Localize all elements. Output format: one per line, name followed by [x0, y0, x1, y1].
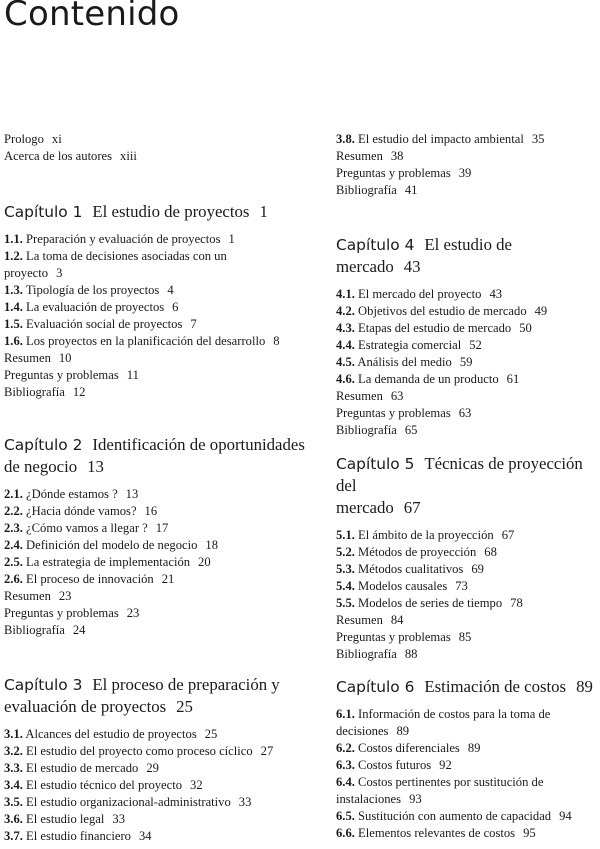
section-number: 6.5. — [336, 809, 355, 823]
chapter-label: Capítulo 2 — [4, 436, 83, 454]
section-number: 2.1. — [4, 487, 23, 501]
toc-entry[interactable] — [4, 231, 310, 248]
toc-entry[interactable] — [336, 629, 598, 646]
section-title: El ámbito de la proyección — [358, 528, 494, 542]
section-page: 24 — [72, 623, 86, 637]
toc-entry[interactable] — [336, 561, 598, 578]
section-number: 1.4. — [4, 300, 23, 314]
chapter-label: Capítulo 1 — [4, 203, 83, 221]
section-title: Resumen — [336, 389, 383, 403]
section-number: 6.6. — [336, 826, 355, 840]
section-title: instalaciones — [336, 792, 402, 806]
section-page: xi — [51, 132, 62, 146]
toc-entry[interactable] — [336, 612, 598, 629]
section-number: 1.5. — [4, 317, 23, 331]
toc-entry[interactable] — [4, 605, 310, 622]
toc-entry[interactable] — [336, 422, 598, 439]
section-title: Bibliografía — [336, 647, 397, 661]
chapter-title: Identificación de oportunidades — [92, 435, 305, 454]
section-page: 65 — [404, 423, 418, 437]
toc-entry[interactable] — [4, 265, 310, 282]
section-page: 20 — [198, 555, 211, 569]
section-page: 38 — [390, 149, 404, 163]
toc-entry[interactable] — [4, 743, 310, 760]
chapter-heading[interactable] — [4, 434, 310, 478]
section-title: La toma de decisiones asociadas con un — [26, 249, 227, 263]
toc-entry[interactable] — [4, 148, 310, 165]
section-page: 52 — [469, 338, 482, 352]
section-title: Prologo — [4, 132, 44, 146]
section-page: 4 — [167, 283, 174, 297]
section-page: 85 — [458, 630, 472, 644]
section-page: 61 — [506, 372, 520, 386]
section-title: El estudio del impacto ambiental — [358, 132, 524, 146]
section-page: 3 — [56, 266, 63, 280]
section-page: 21 — [161, 572, 175, 586]
toc-entry[interactable] — [336, 303, 598, 320]
section-page: 1 — [228, 232, 235, 246]
section-number: 2.4. — [4, 538, 23, 552]
section-number: 6.3. — [336, 758, 355, 772]
section-page: 7 — [190, 317, 197, 331]
section-title: ¿Hacia dónde vamos? — [26, 504, 137, 518]
section-title: Modelos de series de tiempo — [358, 596, 503, 610]
chapter-6 — [336, 676, 598, 842]
toc-entry[interactable] — [4, 828, 310, 845]
chapter-title: El proceso de preparación y — [92, 675, 280, 694]
toc-entry[interactable] — [336, 527, 598, 544]
chapter-title: Estimación de costos — [424, 677, 567, 696]
toc-entry[interactable] — [4, 299, 310, 316]
section-page: 25 — [204, 727, 218, 741]
section-page: 6 — [172, 300, 179, 314]
section-number: 2.6. — [4, 572, 23, 586]
section-list — [336, 131, 598, 199]
chapter-page: 25 — [176, 697, 193, 716]
section-page: 18 — [205, 538, 219, 552]
section-title: Preguntas y problemas — [336, 406, 451, 420]
section-number: 4.4. — [336, 338, 355, 352]
section-page: 39 — [458, 166, 472, 180]
toc-entry[interactable] — [4, 726, 310, 743]
section-title: Información de costos para la toma de — [358, 707, 551, 721]
toc-entry[interactable] — [4, 503, 310, 520]
chapter-5 — [336, 453, 598, 663]
section-title: La estrategia de implementación — [26, 555, 191, 569]
section-title: Resumen — [336, 149, 383, 163]
section-page: 35 — [531, 132, 545, 146]
section-number: 5.4. — [336, 579, 355, 593]
toc-entry[interactable] — [336, 544, 598, 561]
section-page: 27 — [260, 744, 274, 758]
section-title: ¿Cómo vamos a llegar ? — [26, 521, 148, 535]
section-list — [4, 726, 310, 845]
chapter-title: El estudio de proyectos — [92, 202, 250, 221]
section-title: Bibliografía — [336, 183, 397, 197]
chapter-label: Capítulo 3 — [4, 676, 83, 694]
chapter-heading[interactable] — [336, 234, 598, 278]
section-title: El estudio organizacional-administrativo — [26, 795, 231, 809]
chapter-page: 43 — [403, 257, 421, 276]
section-page: xiii — [120, 149, 137, 163]
toc-entry[interactable] — [336, 740, 598, 757]
section-page: 93 — [409, 792, 422, 806]
section-title: Objetivos del estudio de mercado — [358, 304, 527, 318]
toc-entry[interactable] — [336, 337, 598, 354]
toc-entry[interactable] — [336, 774, 598, 791]
toc-entry[interactable] — [4, 282, 310, 299]
section-title: Bibliografía — [4, 623, 65, 637]
toc-entry[interactable] — [4, 350, 310, 367]
section-page: 43 — [489, 287, 503, 301]
toc-entry[interactable] — [4, 811, 310, 828]
toc-entry[interactable] — [336, 595, 598, 612]
section-page: 89 — [396, 724, 410, 738]
toc-entry[interactable] — [336, 791, 598, 808]
section-page: 73 — [455, 579, 468, 593]
section-title: Los proyectos en la planificación del desarrollo — [26, 334, 266, 348]
section-title: El estudio legal — [26, 812, 105, 826]
chapter-page: 67 — [403, 498, 421, 517]
toc-entry[interactable] — [4, 554, 310, 571]
toc-entry[interactable] — [4, 794, 310, 811]
chapter-page: 89 — [576, 677, 593, 696]
toc-entry[interactable] — [336, 808, 598, 825]
chapter-1 — [4, 201, 310, 401]
section-page: 84 — [390, 613, 404, 627]
section-page: 23 — [58, 589, 72, 603]
toc-entry[interactable] — [4, 486, 310, 503]
section-list — [336, 527, 598, 663]
page-title: Contenido — [4, 0, 180, 34]
section-list — [336, 706, 598, 842]
chapter-heading[interactable] — [4, 201, 310, 223]
section-title: Bibliografía — [336, 423, 397, 437]
section-title: Costos futuros — [358, 758, 432, 772]
chapter-title-cont: evaluación de proyectos — [4, 697, 167, 716]
section-number: 5.1. — [336, 528, 355, 542]
section-number: 6.2. — [336, 741, 355, 755]
toc-entry[interactable] — [4, 622, 310, 639]
section-page: 67 — [501, 528, 515, 542]
toc-entry[interactable] — [336, 405, 598, 422]
section-title: Etapas del estudio de mercado — [358, 321, 512, 335]
section-title: Métodos cualitativos — [358, 562, 464, 576]
section-title: Análisis del medio — [357, 355, 452, 369]
section-page: 8 — [273, 334, 280, 348]
section-page: 63 — [458, 406, 472, 420]
section-title: Preguntas y problemas — [4, 368, 119, 382]
section-number: 5.3. — [336, 562, 355, 576]
chapter-3-continued — [336, 131, 598, 199]
toc-entry[interactable] — [4, 777, 310, 794]
section-title: Métodos de proyección — [358, 545, 477, 559]
toc-entry[interactable] — [4, 333, 310, 350]
chapter-title: Técnicas de proyección del — [336, 454, 583, 495]
section-number: 3.6. — [4, 812, 23, 826]
toc-entry[interactable] — [336, 371, 598, 388]
section-page: 59 — [459, 355, 473, 369]
section-title: Sustitución con aumento de capacidad — [358, 809, 552, 823]
chapter-heading[interactable] — [336, 453, 598, 519]
chapter-title-cont: mercado — [336, 498, 394, 517]
toc-entry[interactable] — [336, 148, 598, 165]
section-number: 1.6. — [4, 334, 23, 348]
section-title: Preguntas y problemas — [4, 606, 119, 620]
toc-entry[interactable] — [336, 578, 598, 595]
section-page: 94 — [559, 809, 572, 823]
section-title: Alcances del estudio de proyectos — [25, 727, 197, 741]
section-title: decisiones — [336, 724, 389, 738]
section-page: 12 — [72, 385, 86, 399]
section-title: Costos diferenciales — [358, 741, 460, 755]
chapter-3 — [4, 674, 310, 845]
section-title: Preguntas y problemas — [336, 630, 451, 644]
toc-entry[interactable] — [336, 320, 598, 337]
section-title: Preguntas y problemas — [336, 166, 451, 180]
section-title: ¿Dónde estamos ? — [26, 487, 118, 501]
toc-entry[interactable] — [4, 367, 310, 384]
section-page: 89 — [467, 741, 481, 755]
toc-entry[interactable] — [336, 354, 598, 371]
section-title: Resumen — [336, 613, 383, 627]
section-page: 50 — [519, 321, 532, 335]
section-number: 4.3. — [336, 321, 355, 335]
section-title: El estudio de mercado — [26, 761, 139, 775]
chapter-heading[interactable] — [336, 676, 598, 698]
toc-entry[interactable] — [336, 723, 598, 740]
section-title: Evaluación social de proyectos — [26, 317, 183, 331]
toc-entry[interactable] — [4, 384, 310, 401]
chapter-4 — [336, 234, 598, 439]
section-page: 17 — [155, 521, 169, 535]
front-matter — [4, 131, 310, 165]
section-title: Elementos relevantes de costos — [358, 826, 516, 840]
chapter-label: Capítulo 4 — [336, 236, 415, 254]
section-list — [336, 286, 598, 439]
section-number: 4.6. — [336, 372, 355, 386]
toc-entry[interactable] — [336, 825, 598, 842]
section-number: 5.2. — [336, 545, 355, 559]
section-page: 63 — [390, 389, 404, 403]
section-list — [4, 486, 310, 639]
section-title: El estudio del proyecto como proceso cíclico — [26, 744, 253, 758]
section-page: 29 — [146, 761, 159, 775]
section-page: 69 — [471, 562, 484, 576]
toc-entry[interactable] — [4, 760, 310, 777]
section-page: 41 — [404, 183, 418, 197]
section-page: 11 — [126, 368, 139, 382]
section-number: 2.3. — [4, 521, 23, 535]
toc-entry[interactable] — [336, 286, 598, 303]
section-number: 3.2. — [4, 744, 23, 758]
section-number: 3.8. — [336, 132, 355, 146]
section-number: 1.3. — [4, 283, 23, 297]
section-number: 3.4. — [4, 778, 23, 792]
section-title: Estrategia comercial — [358, 338, 462, 352]
section-number: 4.2. — [336, 304, 355, 318]
chapter-page: 1 — [259, 202, 268, 221]
toc-entry[interactable] — [4, 537, 310, 554]
toc-entry[interactable] — [4, 131, 310, 148]
section-title: Costos pertinentes por sustitución de — [358, 775, 544, 789]
section-number: 3.5. — [4, 795, 23, 809]
section-title: proyecto — [4, 266, 49, 280]
section-page: 95 — [523, 826, 536, 840]
section-page: 13 — [125, 487, 139, 501]
chapter-heading[interactable] — [4, 674, 310, 718]
section-page: 16 — [144, 504, 158, 518]
section-number: 3.7. — [4, 829, 23, 843]
chapter-label: Capítulo 5 — [336, 455, 415, 473]
chapter-title: El estudio de mercado — [336, 235, 513, 276]
section-title: Resumen — [4, 351, 51, 365]
section-number: 6.4. — [336, 775, 355, 789]
section-number: 4.1. — [336, 287, 355, 301]
toc-entry[interactable] — [336, 646, 598, 663]
section-page: 68 — [484, 545, 497, 559]
section-list — [4, 231, 310, 401]
section-number: 2.2. — [4, 504, 23, 518]
section-title: La evaluación de proyectos — [26, 300, 165, 314]
section-page: 34 — [138, 829, 152, 843]
chapter-label: Capítulo 6 — [336, 678, 415, 696]
section-title: Bibliografía — [4, 385, 65, 399]
section-number: 3.3. — [4, 761, 23, 775]
toc-entry[interactable] — [4, 520, 310, 537]
toc-entry[interactable] — [336, 182, 598, 199]
section-title: Modelos causales — [358, 579, 448, 593]
toc-entry[interactable] — [4, 316, 310, 333]
toc-entry[interactable] — [336, 131, 598, 148]
section-number: 6.1. — [336, 707, 355, 721]
toc-entry[interactable] — [336, 706, 598, 723]
section-title: Preparación y evaluación de proyectos — [26, 232, 221, 246]
toc-entry[interactable] — [336, 388, 598, 405]
section-page: 32 — [190, 778, 203, 792]
section-number: 1.2. — [4, 249, 23, 263]
chapter-title-cont: de negocio — [4, 457, 78, 476]
section-title: La demanda de un producto — [358, 372, 499, 386]
chapter-page: 13 — [87, 457, 104, 476]
section-number: 3.1. — [4, 727, 23, 741]
toc-entry[interactable] — [4, 571, 310, 588]
section-number: 2.5. — [4, 555, 23, 569]
toc-entry[interactable] — [336, 165, 598, 182]
toc-entry[interactable] — [4, 248, 310, 265]
toc-entry[interactable] — [336, 757, 598, 774]
section-title: Tipología de los proyectos — [25, 283, 160, 297]
section-page: 78 — [510, 596, 523, 610]
section-title: Acerca de los autores — [4, 149, 113, 163]
section-page: 10 — [58, 351, 72, 365]
section-number: 5.5. — [336, 596, 355, 610]
section-page: 33 — [238, 795, 252, 809]
section-page: 49 — [534, 304, 548, 318]
section-title: El mercado del proyecto — [358, 287, 482, 301]
section-page: 23 — [126, 606, 140, 620]
section-page: 33 — [112, 812, 125, 826]
section-page: 92 — [439, 758, 452, 772]
section-title: Definición del modelo de negocio — [26, 538, 198, 552]
section-title: El estudio técnico del proyecto — [26, 778, 183, 792]
section-number: 1.1. — [4, 232, 23, 246]
section-title: Resumen — [4, 589, 51, 603]
section-page: 88 — [404, 647, 418, 661]
toc-entry[interactable] — [4, 588, 310, 605]
section-title: El proceso de innovación — [26, 572, 154, 586]
section-number: 4.5. — [336, 355, 355, 369]
section-title: El estudio financiero — [26, 829, 131, 843]
chapter-2 — [4, 434, 310, 639]
